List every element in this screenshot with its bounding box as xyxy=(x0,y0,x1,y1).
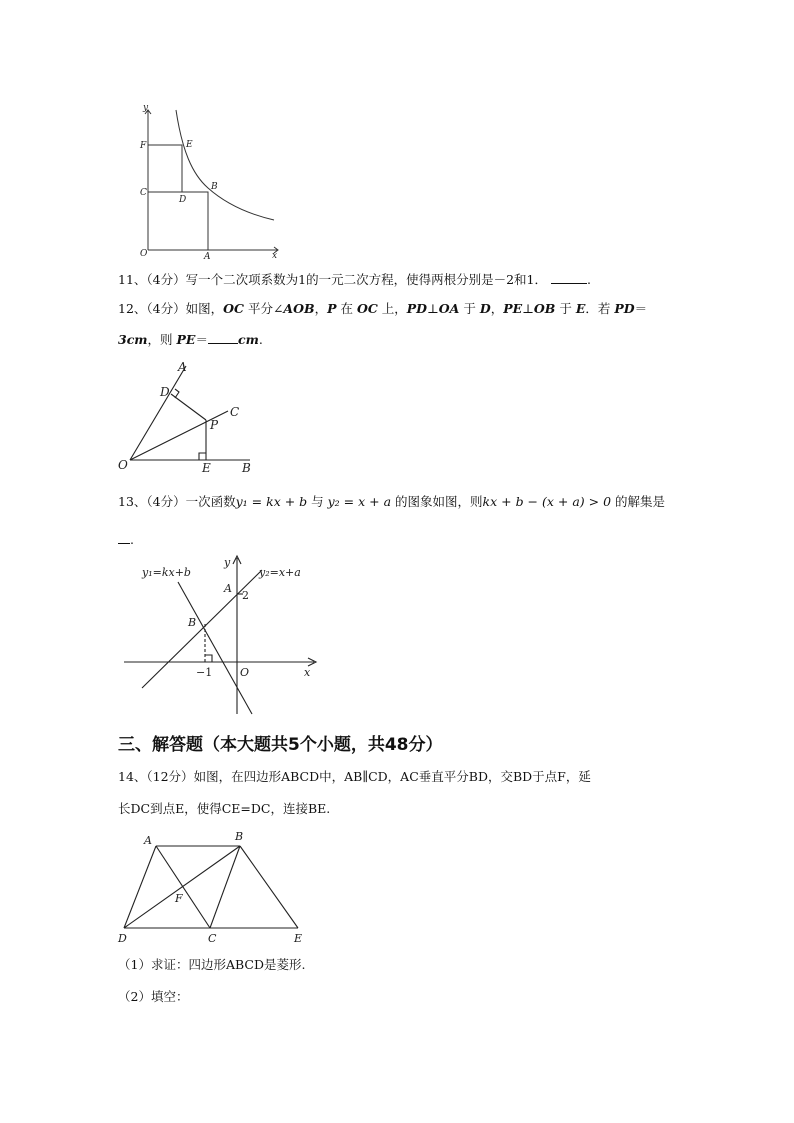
q11-text: 写一个二次项系数为1的一元二次方程，使得两根分别是－2和1． xyxy=(185,272,547,287)
fig2-label-C: C xyxy=(230,405,240,419)
question-14-part1: （1）求证：四边形ABCD是菱形. xyxy=(118,957,306,972)
fig2-label-D: D xyxy=(160,385,170,399)
q12-eq2: ＝ xyxy=(195,332,208,347)
q13-ineq: kx + b − (x + a) > 0 xyxy=(482,494,612,509)
q13-answer-blank[interactable] xyxy=(118,531,130,544)
q12-eq: ＝ xyxy=(634,301,648,316)
q12-aob: AOB xyxy=(283,301,315,316)
fig1-label-O: O xyxy=(140,249,148,259)
q12-t6: 于 xyxy=(459,301,480,316)
fig3-label-O: O xyxy=(240,666,250,679)
question-13 xyxy=(118,493,665,511)
section-3-heading: 三、解答题（本大题共5个小题，共48分） xyxy=(118,735,443,755)
q12-t7: ， xyxy=(490,301,504,316)
fig3-label-y: y xyxy=(224,556,231,569)
q12-pd2: PD xyxy=(614,301,635,316)
q12-t4: 在 xyxy=(336,301,357,316)
fig3-label-2: 2 xyxy=(242,589,249,602)
q12-end: . xyxy=(258,332,263,347)
fig2-label-O: O xyxy=(118,458,128,472)
fig3-label-B: B xyxy=(188,616,197,629)
q11-end: . xyxy=(586,272,591,287)
figure-angle-bisector xyxy=(116,360,266,478)
q12-answer-blank[interactable] xyxy=(208,331,238,344)
fig2-label-A: A xyxy=(178,360,187,374)
q13-number: 13、（4分） xyxy=(118,494,186,509)
q12-oc: OC xyxy=(223,301,244,316)
fig3-label-y1: y₁=kx+b xyxy=(142,566,191,579)
q13-t1: 一次函数 xyxy=(185,494,236,509)
figure-rhombus xyxy=(112,826,312,946)
fig1-label-x: x xyxy=(272,251,278,261)
question-14-line2: 长DC到点E，使得CE=DC，连接BE. xyxy=(118,801,331,816)
q13-end: . xyxy=(130,532,134,547)
fig4-label-F: F xyxy=(175,892,183,905)
fig1-label-C: C xyxy=(140,188,147,198)
fig2-label-E: E xyxy=(202,461,211,475)
fig2-label-P: P xyxy=(210,418,219,432)
question-12 xyxy=(118,300,647,318)
q12-perp2: ⊥ xyxy=(522,301,534,316)
q12-t9: ．若 xyxy=(585,301,615,316)
q12-oa: OA xyxy=(438,301,460,316)
q12-pd: PD xyxy=(406,301,428,316)
fig4-label-B: B xyxy=(235,830,244,843)
q12-t2: 平分∠ xyxy=(243,301,284,316)
q13-eq1: y₁ = kx + b xyxy=(235,494,308,509)
fig1-label-D: D xyxy=(179,195,187,205)
q12-e: E xyxy=(575,301,586,316)
fig1-label-E: E xyxy=(186,140,193,150)
q12-oc2: OC xyxy=(356,301,378,316)
fig1-label-B: B xyxy=(211,182,218,192)
q12-unit: cm xyxy=(237,332,259,347)
question-11 xyxy=(118,271,591,289)
q12-pe2: PE xyxy=(176,332,196,347)
fig4-label-D: D xyxy=(118,932,127,945)
q12-d: D xyxy=(479,301,491,316)
q14-number: 14、（12分） xyxy=(118,769,194,784)
fig3-label-x: x xyxy=(304,666,311,679)
fig4-label-C: C xyxy=(208,932,217,945)
q12-ob: OB xyxy=(533,301,556,316)
fig3-label-y2: y₂=x+a xyxy=(259,566,301,579)
q12-t10: ，则 xyxy=(147,332,177,347)
fig4-label-A: A xyxy=(144,834,152,847)
q13-eq2: y₂ = x + a xyxy=(327,494,392,509)
q12-pe: PE xyxy=(503,301,523,316)
q14-text-line1: 如图，在四边形ABCD中，AB∥CD，AC垂直平分BD，交BD于点F，延 xyxy=(193,769,591,784)
question-12-line2 xyxy=(118,331,263,349)
q12-t3: ， xyxy=(314,301,328,316)
figure-hyperbola xyxy=(136,100,286,262)
fig1-label-y: y xyxy=(143,103,149,113)
question-14-part2: （2）填空： xyxy=(118,989,189,1004)
q12-number: 12、（4分） xyxy=(118,301,186,316)
q13-t2: 与 xyxy=(307,494,328,509)
q12-t8: 于 xyxy=(555,301,576,316)
q12-3cm: 3cm xyxy=(118,332,148,347)
fig3-label-A: A xyxy=(224,582,232,595)
q11-number: 11、（4分） xyxy=(118,272,186,287)
fig2-label-B: B xyxy=(242,461,251,475)
fig1-label-F: F xyxy=(140,141,147,151)
fig4-label-E: E xyxy=(294,932,303,945)
fig3-label-minus1: −1 xyxy=(196,666,213,679)
question-13-line2 xyxy=(118,531,134,549)
q12-t1: 如图， xyxy=(185,301,224,316)
q13-t4: 的解集是 xyxy=(611,494,666,509)
figure-linear-functions xyxy=(118,552,328,722)
q12-t5: 上， xyxy=(377,301,407,316)
q12-perp1: ⊥ xyxy=(427,301,439,316)
q13-t3: 的图象如图，则 xyxy=(391,494,483,509)
fig1-label-A: A xyxy=(204,252,211,262)
q12-p: P xyxy=(327,301,337,316)
question-14-line1 xyxy=(118,768,591,786)
q11-answer-blank[interactable] xyxy=(551,271,587,284)
